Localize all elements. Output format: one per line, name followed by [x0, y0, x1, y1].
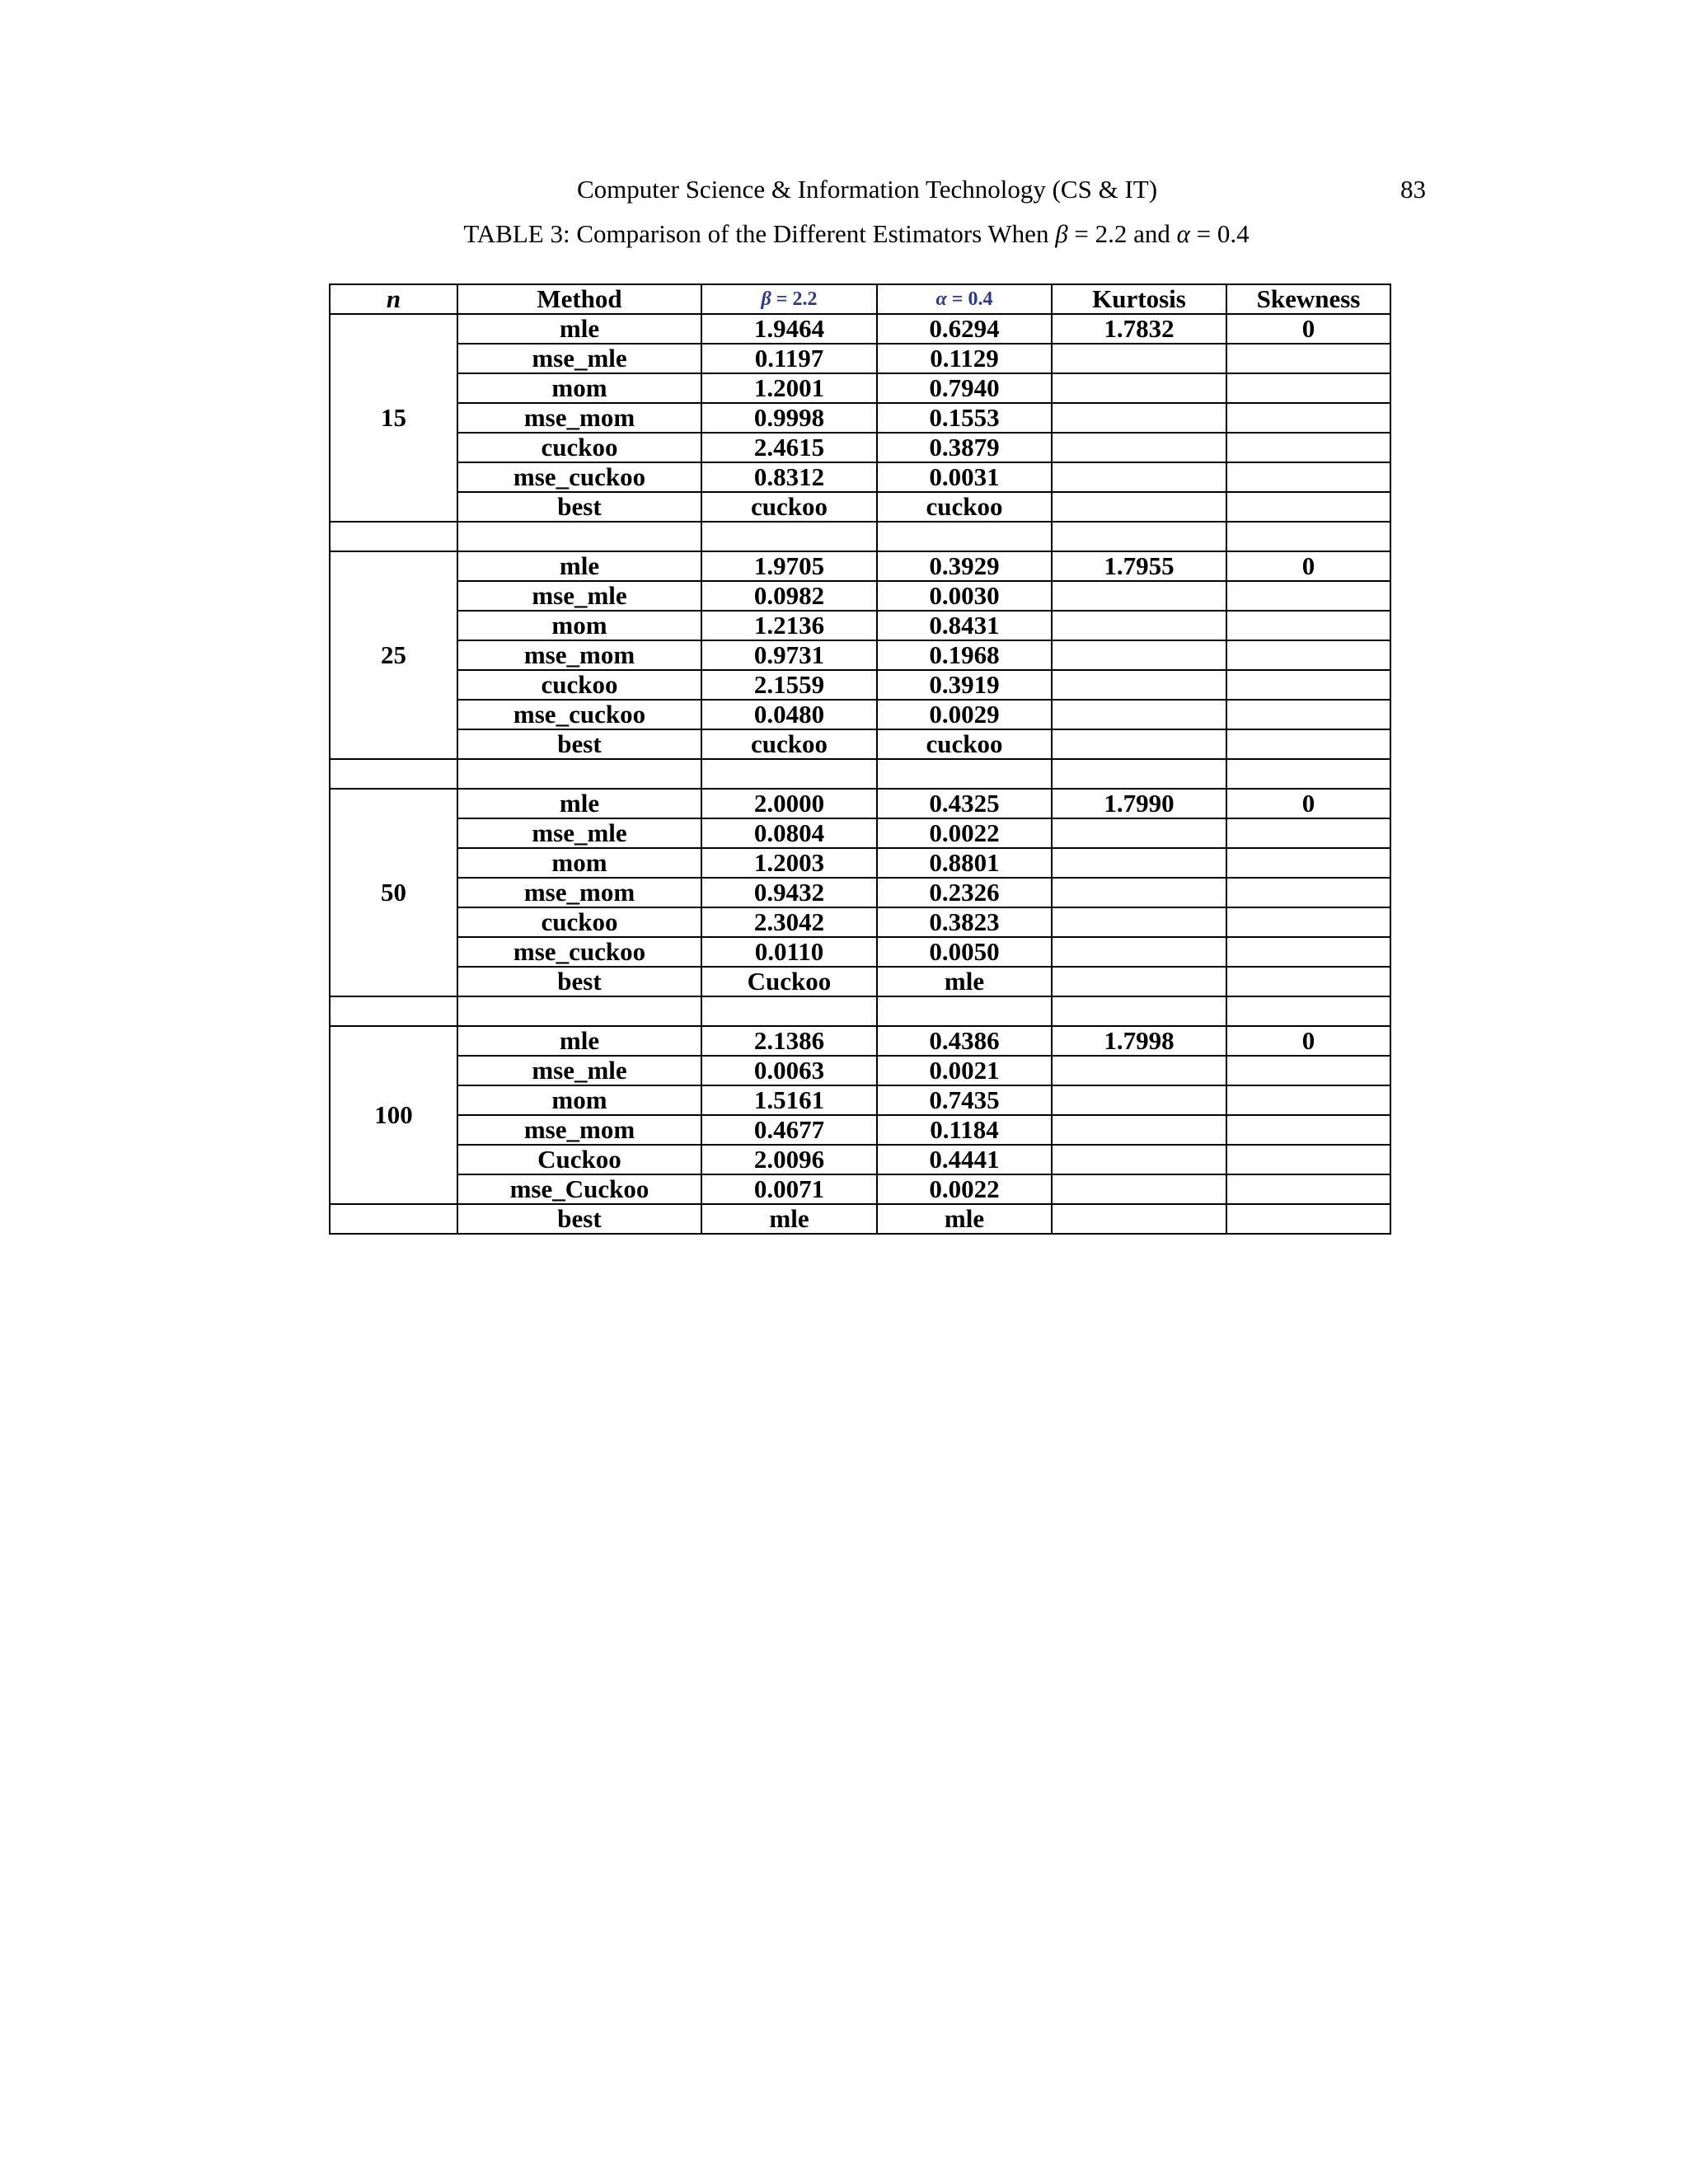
header-beta [701, 284, 877, 314]
skewness-cell [1226, 1056, 1390, 1085]
method-cell: Cuckoo [457, 1145, 701, 1174]
table-caption [0, 216, 1688, 252]
method-cell: mse_mle [457, 344, 701, 373]
skewness-cell [1226, 848, 1390, 878]
table-row [330, 551, 1390, 581]
skewness-cell: 0 [1226, 1026, 1390, 1056]
beta-cell: 0.0982 [701, 581, 877, 611]
alpha-cell: 0.2326 [877, 878, 1052, 907]
sample-size-cell: 100 [330, 1026, 457, 1204]
caption-beta-value: = 2.2 and [1067, 219, 1177, 248]
empty-cell [457, 996, 701, 1026]
empty-cell [877, 996, 1052, 1026]
alpha-cell: 0.4325 [877, 789, 1052, 818]
beta-cell: 0.0480 [701, 700, 877, 729]
kurtosis-cell [1052, 581, 1226, 611]
table-row [330, 344, 1390, 373]
kurtosis-cell [1052, 937, 1226, 967]
spacer-row [330, 759, 1390, 789]
empty-cell [330, 522, 457, 551]
method-cell: best [457, 729, 701, 759]
table-row [330, 1085, 1390, 1115]
skewness-cell [1226, 640, 1390, 670]
header-method: Method [457, 284, 701, 314]
beta-cell: 2.3042 [701, 907, 877, 937]
kurtosis-cell [1052, 433, 1226, 462]
skewness-cell [1226, 729, 1390, 759]
skewness-cell [1226, 492, 1390, 522]
skewness-cell: 0 [1226, 789, 1390, 818]
empty-cell [330, 996, 457, 1026]
skewness-cell [1226, 611, 1390, 640]
empty-cell [1052, 522, 1226, 551]
method-cell: mle [457, 1026, 701, 1056]
beta-cell: 0.0063 [701, 1056, 877, 1085]
method-cell: best [457, 1204, 701, 1234]
table-row [330, 581, 1390, 611]
caption-prefix: TABLE 3: Comparison of the Different Estimators When [463, 219, 1056, 248]
method-cell: mle [457, 314, 701, 344]
method-cell: mse_mom [457, 1115, 701, 1145]
skewness-cell [1226, 344, 1390, 373]
kurtosis-cell [1052, 1204, 1226, 1234]
kurtosis-cell [1052, 611, 1226, 640]
kurtosis-cell [1052, 403, 1226, 433]
alpha-cell: 0.0022 [877, 818, 1052, 848]
skewness-cell [1226, 818, 1390, 848]
kurtosis-cell [1052, 907, 1226, 937]
empty-cell [330, 759, 457, 789]
beta-cell: 1.9464 [701, 314, 877, 344]
table-row [330, 907, 1390, 937]
kurtosis-cell [1052, 640, 1226, 670]
beta-cell: 1.5161 [701, 1085, 877, 1115]
alpha-cell: mle [877, 1204, 1052, 1234]
method-cell: mse_mle [457, 818, 701, 848]
beta-cell: 2.1386 [701, 1026, 877, 1056]
method-cell: mse_mom [457, 640, 701, 670]
table-row [330, 937, 1390, 967]
header-beta-symbol: β [761, 288, 771, 310]
table-row [330, 433, 1390, 462]
beta-cell: 1.9705 [701, 551, 877, 581]
beta-cell: 2.0000 [701, 789, 877, 818]
method-cell: mse_Cuckoo [457, 1174, 701, 1204]
skewness-cell [1226, 433, 1390, 462]
kurtosis-cell: 1.7990 [1052, 789, 1226, 818]
kurtosis-cell [1052, 462, 1226, 492]
method-cell: best [457, 967, 701, 996]
alpha-cell: 0.3919 [877, 670, 1052, 700]
skewness-cell [1226, 462, 1390, 492]
header-kurtosis: Kurtosis [1052, 284, 1226, 314]
kurtosis-cell [1052, 967, 1226, 996]
kurtosis-cell [1052, 492, 1226, 522]
sample-size-cell: 25 [330, 551, 457, 759]
header-alpha [877, 284, 1052, 314]
alpha-cell: 0.1553 [877, 403, 1052, 433]
table-row [330, 462, 1390, 492]
empty-cell [1052, 759, 1226, 789]
skewness-cell [1226, 1174, 1390, 1204]
beta-cell: cuckoo [701, 492, 877, 522]
skewness-cell [1226, 937, 1390, 967]
sample-size-cell: 15 [330, 314, 457, 522]
skewness-cell [1226, 1145, 1390, 1174]
skewness-cell [1226, 700, 1390, 729]
header-beta-value: = 2.2 [771, 288, 818, 310]
alpha-cell: 0.7435 [877, 1085, 1052, 1115]
beta-cell: 0.8312 [701, 462, 877, 492]
beta-cell: 0.9432 [701, 878, 877, 907]
beta-cell: 0.9998 [701, 403, 877, 433]
skewness-cell [1226, 1115, 1390, 1145]
empty-cell [1226, 522, 1390, 551]
caption-alpha-symbol: α [1176, 219, 1190, 248]
kurtosis-cell [1052, 878, 1226, 907]
empty-cell [1226, 996, 1390, 1026]
beta-cell: 2.1559 [701, 670, 877, 700]
empty-cell [701, 759, 877, 789]
method-cell: mom [457, 611, 701, 640]
skewness-cell [1226, 1085, 1390, 1115]
table-header-row [330, 284, 1390, 314]
kurtosis-cell [1052, 1085, 1226, 1115]
table-row [330, 670, 1390, 700]
method-cell: mom [457, 373, 701, 403]
table-row [330, 1204, 1390, 1234]
table-row [330, 700, 1390, 729]
table-row [330, 1056, 1390, 1085]
kurtosis-cell: 1.7955 [1052, 551, 1226, 581]
kurtosis-cell [1052, 373, 1226, 403]
table-row [330, 640, 1390, 670]
empty-cell [877, 759, 1052, 789]
alpha-cell: 0.0030 [877, 581, 1052, 611]
alpha-cell: 0.0031 [877, 462, 1052, 492]
alpha-cell: cuckoo [877, 729, 1052, 759]
table-row [330, 789, 1390, 818]
alpha-cell: 0.0050 [877, 937, 1052, 967]
skewness-cell [1226, 1204, 1390, 1234]
alpha-cell: 0.1184 [877, 1115, 1052, 1145]
table-row [330, 492, 1390, 522]
kurtosis-cell [1052, 1145, 1226, 1174]
alpha-cell: 0.6294 [877, 314, 1052, 344]
kurtosis-cell: 1.7998 [1052, 1026, 1226, 1056]
alpha-cell: mle [877, 967, 1052, 996]
skewness-cell [1226, 581, 1390, 611]
table-row [330, 818, 1390, 848]
method-cell: mle [457, 551, 701, 581]
beta-cell: 2.4615 [701, 433, 877, 462]
method-cell: mom [457, 1085, 701, 1115]
beta-cell: 1.2003 [701, 848, 877, 878]
table-row [330, 611, 1390, 640]
skewness-cell [1226, 670, 1390, 700]
header-alpha-value: = 0.4 [946, 288, 993, 310]
skewness-cell [1226, 373, 1390, 403]
alpha-cell: 0.3823 [877, 907, 1052, 937]
empty-cell [1226, 759, 1390, 789]
alpha-cell: 0.1129 [877, 344, 1052, 373]
kurtosis-cell [1052, 344, 1226, 373]
page-number: 83 [1400, 175, 1426, 204]
spacer-row [330, 522, 1390, 551]
spacer-row [330, 996, 1390, 1026]
table-row [330, 1026, 1390, 1056]
kurtosis-cell [1052, 1056, 1226, 1085]
beta-cell: 0.0110 [701, 937, 877, 967]
kurtosis-cell [1052, 848, 1226, 878]
kurtosis-cell: 1.7832 [1052, 314, 1226, 344]
estimators-table [329, 284, 1391, 1235]
table-row [330, 848, 1390, 878]
skewness-cell [1226, 878, 1390, 907]
method-cell: cuckoo [457, 433, 701, 462]
beta-cell: 0.9731 [701, 640, 877, 670]
caption-alpha-value: = 0.4 [1189, 219, 1250, 248]
skewness-cell [1226, 967, 1390, 996]
empty-cell [877, 522, 1052, 551]
alpha-cell: 0.0029 [877, 700, 1052, 729]
method-cell: mse_cuckoo [457, 462, 701, 492]
method-cell: mse_mom [457, 403, 701, 433]
method-cell: cuckoo [457, 670, 701, 700]
skewness-cell [1226, 403, 1390, 433]
beta-cell: 1.2001 [701, 373, 877, 403]
table-row [330, 403, 1390, 433]
beta-cell: 1.2136 [701, 611, 877, 640]
alpha-cell: 0.1968 [877, 640, 1052, 670]
table-row [330, 878, 1390, 907]
sample-size-cell: 50 [330, 789, 457, 996]
journal-title: Computer Science & Information Technology (CS & IT) [576, 175, 1158, 204]
page-header [0, 171, 1688, 208]
beta-cell: 0.1197 [701, 344, 877, 373]
skewness-cell: 0 [1226, 551, 1390, 581]
beta-cell: 0.4677 [701, 1115, 877, 1145]
kurtosis-cell [1052, 818, 1226, 848]
header-skewness: Skewness [1226, 284, 1390, 314]
method-cell: cuckoo [457, 907, 701, 937]
skewness-cell: 0 [1226, 314, 1390, 344]
alpha-cell: 0.8431 [877, 611, 1052, 640]
table-row [330, 967, 1390, 996]
empty-cell [1052, 996, 1226, 1026]
caption-beta-symbol: β [1055, 219, 1068, 248]
table-row [330, 1174, 1390, 1204]
alpha-cell: 0.7940 [877, 373, 1052, 403]
method-cell: mse_cuckoo [457, 700, 701, 729]
kurtosis-cell [1052, 1174, 1226, 1204]
alpha-cell: 0.0021 [877, 1056, 1052, 1085]
beta-cell: 0.0071 [701, 1174, 877, 1204]
table-row [330, 729, 1390, 759]
beta-cell: Cuckoo [701, 967, 877, 996]
table-row [330, 1145, 1390, 1174]
alpha-cell: 0.4386 [877, 1026, 1052, 1056]
alpha-cell: 0.4441 [877, 1145, 1052, 1174]
method-cell: mse_mle [457, 581, 701, 611]
method-cell: best [457, 492, 701, 522]
alpha-cell: 0.0022 [877, 1174, 1052, 1204]
method-cell: mse_mle [457, 1056, 701, 1085]
table-row [330, 373, 1390, 403]
empty-cell [330, 1204, 457, 1234]
header-alpha-symbol: α [935, 288, 947, 310]
alpha-cell: 0.3929 [877, 551, 1052, 581]
table-row [330, 314, 1390, 344]
alpha-cell: 0.3879 [877, 433, 1052, 462]
kurtosis-cell [1052, 729, 1226, 759]
method-cell: mom [457, 848, 701, 878]
beta-cell: cuckoo [701, 729, 877, 759]
alpha-cell: cuckoo [877, 492, 1052, 522]
method-cell: mle [457, 789, 701, 818]
kurtosis-cell [1052, 670, 1226, 700]
beta-cell: mle [701, 1204, 877, 1234]
kurtosis-cell [1052, 700, 1226, 729]
empty-cell [701, 522, 877, 551]
alpha-cell: 0.8801 [877, 848, 1052, 878]
empty-cell [701, 996, 877, 1026]
empty-cell [457, 522, 701, 551]
kurtosis-cell [1052, 1115, 1226, 1145]
table-row [330, 1115, 1390, 1145]
header-n: n [330, 284, 457, 314]
method-cell: mse_mom [457, 878, 701, 907]
empty-cell [457, 759, 701, 789]
skewness-cell [1226, 907, 1390, 937]
beta-cell: 0.0804 [701, 818, 877, 848]
method-cell: mse_cuckoo [457, 937, 701, 967]
beta-cell: 2.0096 [701, 1145, 877, 1174]
